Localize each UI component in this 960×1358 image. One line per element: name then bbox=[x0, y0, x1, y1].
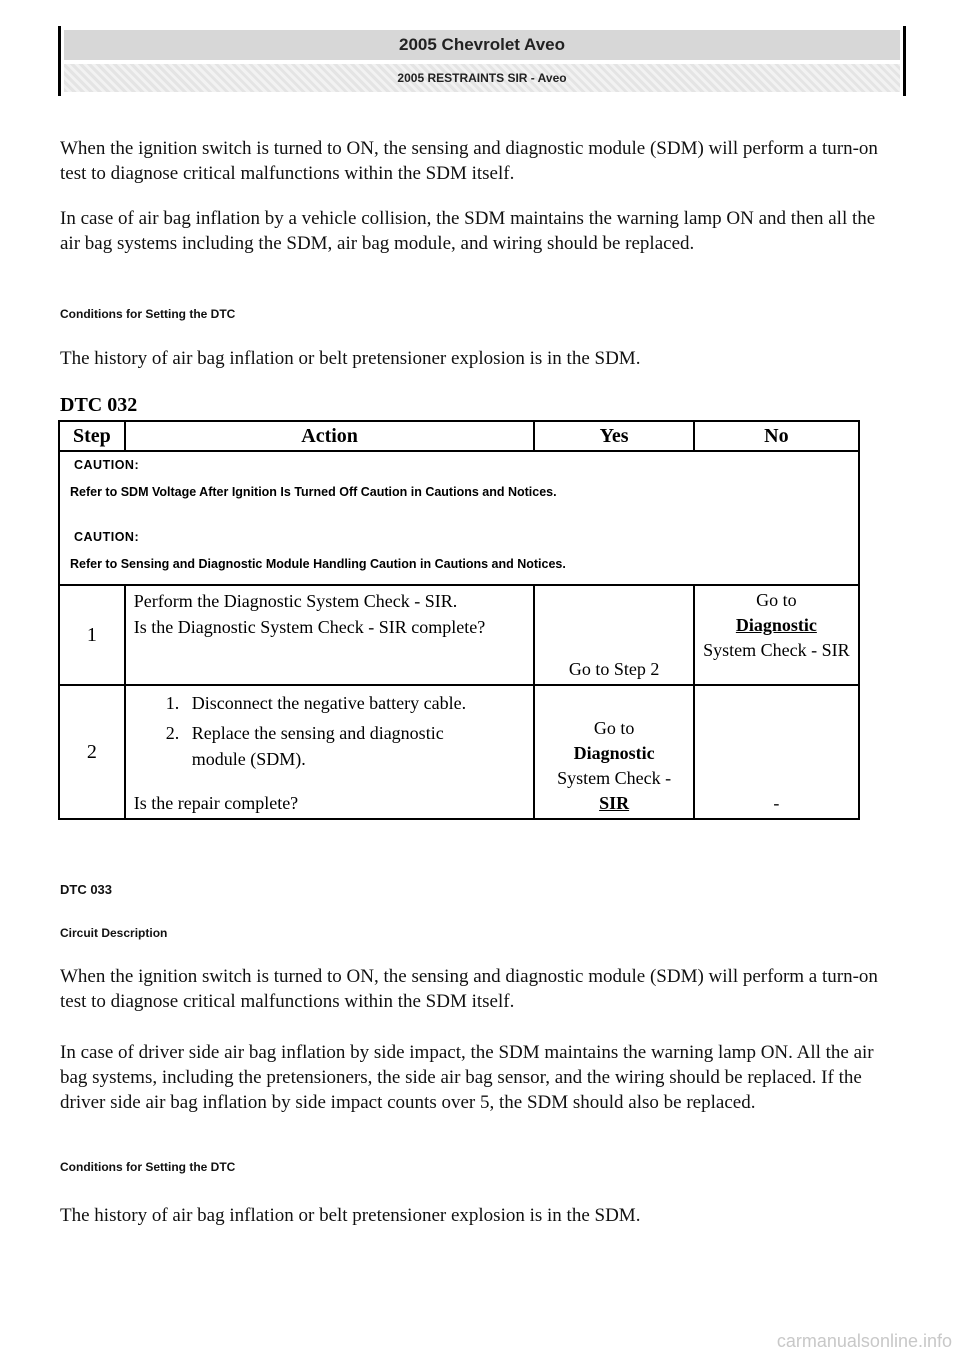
intro-paragraph-1: When the ignition switch is turned to ON, the sensing and diagnostic module (SDM) will perform a turn-on test to diagnose critical malfunctions within the SDM itself. bbox=[60, 138, 878, 184]
dtc-032-table bbox=[58, 420, 860, 820]
step-1-action bbox=[125, 585, 535, 685]
caution-label-1: CAUTION: bbox=[74, 458, 140, 472]
step-2-question: Is the repair complete? bbox=[133, 793, 299, 813]
step-2-list bbox=[134, 690, 526, 772]
circuit-paragraph-2: In case of driver side air bag inflation by side impact, the SDM maintains the warning lamp ON. All the air bag systems, including the pretensioners, the side air bag sensor, and the wiring should be replaced. If the driver side air bag inflation by side impact counts over 5, the SDM should also be replaced. bbox=[60, 1042, 874, 1113]
header-step: Step bbox=[59, 421, 125, 451]
list-item: 1. Disconnect the negative battery cable. bbox=[184, 690, 526, 716]
dtc-033-title: DTC 033 bbox=[60, 882, 113, 897]
circuit-description-heading: Circuit Description bbox=[60, 926, 168, 940]
caution-cell bbox=[59, 451, 859, 585]
step-1-no bbox=[694, 585, 859, 685]
header-left-bar bbox=[58, 26, 61, 96]
table-header-row bbox=[59, 421, 859, 451]
header-subtitle: 2005 RESTRAINTS SIR - Aveo bbox=[64, 64, 900, 92]
step-2-yes-bold: Diagnostic bbox=[573, 743, 655, 763]
caution-row bbox=[59, 451, 859, 585]
circuit-paragraph-1: When the ignition switch is turned to ON, the sensing and diagnostic module (SDM) will perform a turn-on test to diagnose critical malfunctions within the SDM itself. bbox=[60, 966, 878, 1012]
conditions-heading-2: Conditions for Setting the DTC bbox=[60, 1160, 236, 1174]
header-yes: Yes bbox=[534, 421, 693, 451]
list-item: 2. Replace the sensing and diagnostic module (SDM). bbox=[184, 720, 492, 772]
conditions-text-2: The history of air bag inflation or belt pretensioner explosion is in the SDM. bbox=[60, 1205, 641, 1226]
step-1-yes bbox=[534, 585, 693, 685]
step-1-question: Is the Diagnostic System Check - SIR complete? bbox=[133, 617, 486, 637]
conditions-heading-1: Conditions for Setting the DTC bbox=[60, 307, 236, 321]
step-2-yes-prefix: Go to bbox=[593, 718, 635, 738]
header-action: Action bbox=[125, 421, 535, 451]
step-2-action bbox=[125, 685, 535, 819]
diagnostic-system-check-link[interactable]: Diagnostic bbox=[735, 615, 817, 635]
intro-paragraph-2: In case of air bag inflation by a vehicle collision, the SDM maintains the warning lamp ON and then all the air bag systems including the SDM, air bag module, and wiring should be replaced. bbox=[60, 208, 876, 254]
step-2-no: - bbox=[694, 685, 859, 819]
step-1-yes-text: Go to Step 2 bbox=[568, 659, 660, 679]
header-no: No bbox=[694, 421, 859, 451]
page-header bbox=[58, 26, 906, 96]
header-title: 2005 Chevrolet Aveo bbox=[64, 30, 900, 60]
conditions-text-1: The history of air bag inflation or belt pretensioner explosion is in the SDM. bbox=[60, 348, 641, 369]
caution-text-2: Refer to Sensing and Diagnostic Module Handling Caution in Cautions and Notices. bbox=[70, 557, 566, 571]
step-2-yes bbox=[534, 685, 693, 819]
table-row bbox=[59, 585, 859, 685]
step-1-instruction: Perform the Diagnostic System Check - SIR. bbox=[133, 591, 458, 611]
step-1-no-rest: System Check - SIR bbox=[703, 640, 850, 660]
caution-label-2: CAUTION: bbox=[74, 530, 140, 544]
sir-link[interactable]: SIR bbox=[599, 793, 630, 813]
table-row bbox=[59, 685, 859, 819]
step-2-yes-rest: System Check - bbox=[557, 768, 672, 788]
step-1-no-prefix: Go to bbox=[756, 590, 797, 610]
caution-text-1: Refer to SDM Voltage After Ignition Is Turned Off Caution in Cautions and Notices. bbox=[70, 485, 557, 499]
watermark: carmanualsonline.info bbox=[776, 1331, 952, 1351]
dtc-032-title: DTC 032 bbox=[60, 394, 138, 416]
step-number-1: 1 bbox=[59, 585, 125, 685]
header-right-bar bbox=[903, 26, 906, 96]
step-number-2: 2 bbox=[59, 685, 125, 819]
